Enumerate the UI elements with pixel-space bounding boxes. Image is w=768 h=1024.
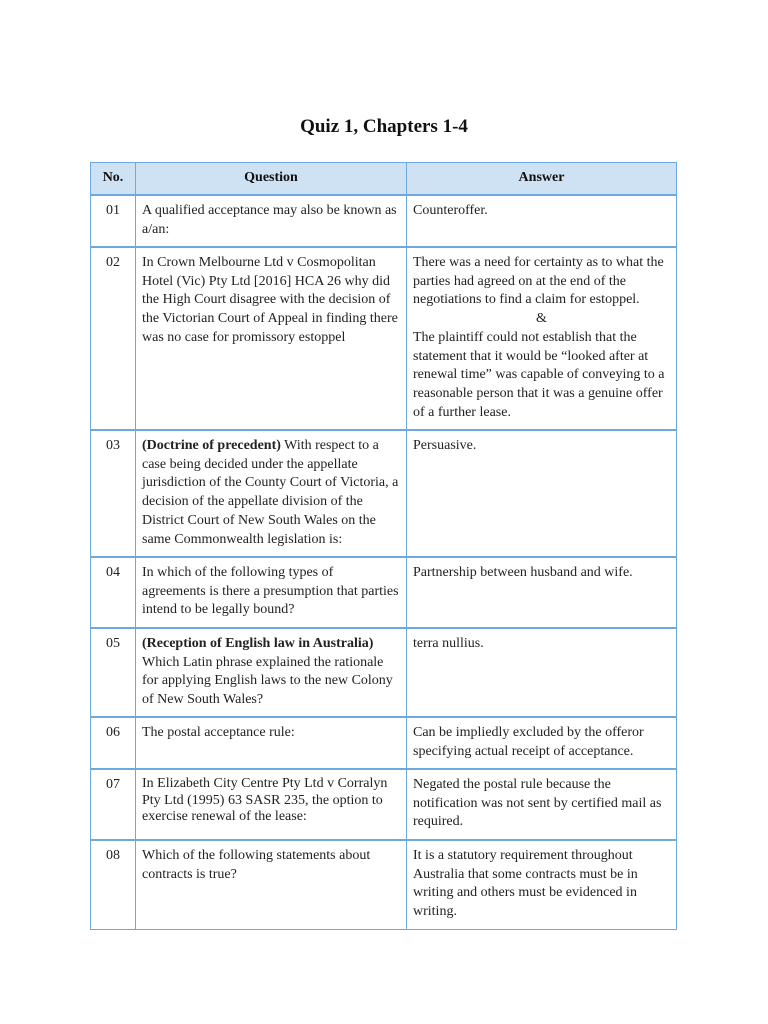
question-number: 07 — [91, 769, 136, 840]
question-number: 03 — [91, 430, 136, 557]
answer-text-2: The plaintiff could not establish that the statement that it would be “looked after at renewal time” was capable of conveying to a reasonable person that it was a genuine offer of a further lease. — [413, 329, 665, 420]
quiz-table — [90, 162, 677, 930]
question-cell — [136, 557, 407, 628]
answer-text: Negated the postal rule because the notification was not sent by certified mail as required. — [413, 777, 662, 830]
question-number: 02 — [91, 247, 136, 430]
question-text: Which Latin phrase explained the rationale for applying English laws to the new Colony of New South Wales? — [142, 654, 393, 708]
question-cell — [136, 247, 407, 430]
question-number: 05 — [91, 628, 136, 717]
table-row — [91, 628, 677, 717]
column-header-answer: Answer — [407, 163, 677, 196]
answer-cell — [407, 557, 677, 628]
answer-text: Partnership between husband and wife. — [413, 565, 633, 580]
question-text: In Elizabeth City Centre Pty Ltd v Corralyn Pty Ltd (1995) 63 SASR 235, the option to exercise renewal of the lease: — [142, 776, 388, 824]
question-text: The postal acceptance rule: — [142, 725, 295, 740]
question-text: A qualified acceptance may also be known as a/an: — [142, 203, 397, 237]
table-row — [91, 430, 677, 557]
answer-cell — [407, 195, 677, 247]
answer-text: Counteroffer. — [413, 203, 488, 218]
question-cell — [136, 195, 407, 247]
answer-text: terra nullius. — [413, 636, 484, 651]
question-text: In which of the following types of agreements is there a presumption that parties intend to be legally bound? — [142, 565, 399, 618]
answer-cell — [407, 840, 677, 929]
question-cell — [136, 430, 407, 557]
answer-cell — [407, 430, 677, 557]
table-row — [91, 557, 677, 628]
table-row — [91, 195, 677, 247]
page-title: Quiz 1, Chapters 1-4 — [300, 116, 468, 137]
column-header-question: Question — [136, 163, 407, 196]
table-row — [91, 769, 677, 840]
question-cell — [136, 717, 407, 769]
question-cell — [136, 840, 407, 929]
column-header-no: No. — [91, 163, 136, 196]
question-number: 04 — [91, 557, 136, 628]
question-cell — [136, 628, 407, 717]
question-topic: (Doctrine of precedent) — [142, 438, 281, 453]
answer-cell — [407, 247, 677, 430]
table-header-row — [91, 163, 677, 196]
answer-cell — [407, 628, 677, 717]
question-number: 06 — [91, 717, 136, 769]
question-number: 08 — [91, 840, 136, 929]
question-text: In Crown Melbourne Ltd v Cosmopolitan Hotel (Vic) Pty Ltd [2016] HCA 26 why did the High Court disagree with the decision of the Victorian Court of Appeal in finding there was no case for promissory estoppel — [142, 255, 398, 345]
answer-text: There was a need for certainty as to what the parties had agreed on at the end of the negotiations to find a claim for estoppel. — [413, 255, 664, 308]
table-row — [91, 247, 677, 430]
question-cell — [136, 769, 407, 840]
answer-separator: & — [536, 311, 547, 327]
question-topic: (Reception of English law in Australia) — [142, 636, 374, 651]
answer-cell — [407, 769, 677, 840]
question-text: With respect to a case being decided under the appellate jurisdiction of the County Court of Victoria, a decision of the appellate division of the District Court of New South Wales on the same Commonwealth legislation is: — [142, 438, 399, 547]
table-row — [91, 840, 677, 929]
question-number: 01 — [91, 195, 136, 247]
answer-text: It is a statutory requirement throughout Australia that some contracts must be in writing and others must be evidenced in writing. — [413, 848, 638, 920]
table-row — [91, 717, 677, 769]
answer-text: Can be impliedly excluded by the offeror specifying actual receipt of acceptance. — [413, 725, 644, 759]
answer-cell — [407, 717, 677, 769]
answer-text: Persuasive. — [413, 438, 477, 453]
question-text: Which of the following statements about contracts is true? — [142, 848, 371, 882]
